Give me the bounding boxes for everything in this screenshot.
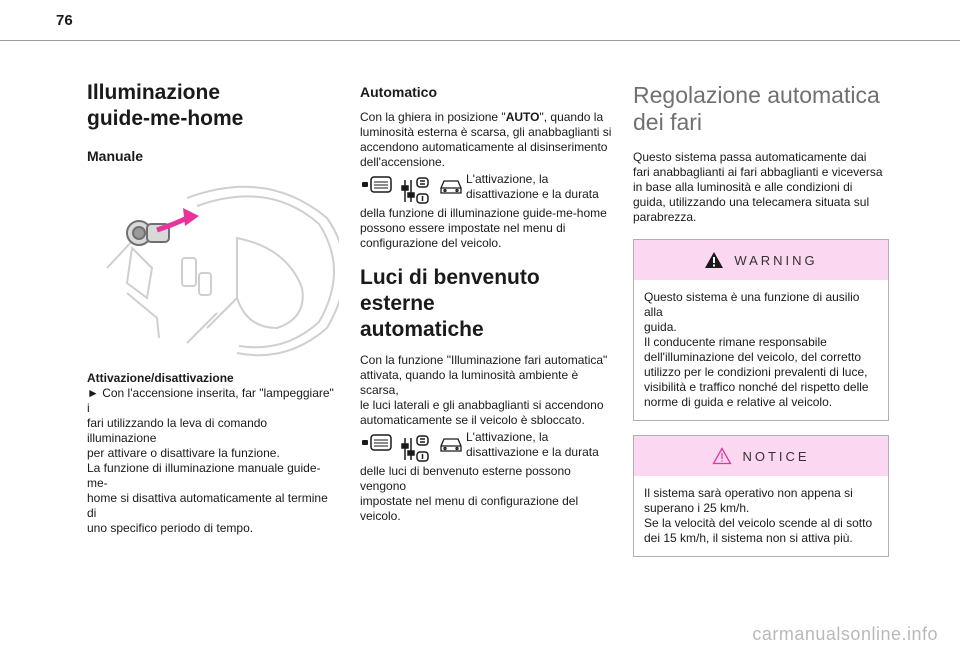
touchscreen-icon <box>360 176 392 194</box>
text-line: Questo sistema passa automaticamente dai <box>633 150 867 164</box>
icon-caption-1 <box>466 172 599 202</box>
text-line: guida. <box>644 320 677 334</box>
column-guide-me-home <box>87 80 339 536</box>
subtitle-automatic: Automatico <box>360 84 437 100</box>
text-line: Se la velocità del veicolo scende al di sotto <box>644 516 873 530</box>
title-line: Luci di benvenuto esterne <box>360 266 540 315</box>
subtitle-manual: Manuale <box>87 148 144 164</box>
welcome-lights-description <box>360 353 612 428</box>
title-line: Illuminazione <box>87 81 221 104</box>
column-automatic <box>360 84 612 524</box>
auto-keyword: AUTO <box>505 110 540 124</box>
text-line: per attivare o disattivare la funzione. <box>87 446 280 460</box>
car-icon <box>438 176 464 196</box>
text-line: le luci laterali e gli anabbaglianti si accendono <box>360 398 604 412</box>
title-line: dei fari <box>633 109 703 135</box>
text-line: home si disattiva automaticamente al termine di <box>87 491 328 520</box>
text-line: parabrezza. <box>633 210 697 224</box>
headlamp-description <box>633 150 889 225</box>
title-line: guide-me-home <box>87 107 244 130</box>
text-line: uno specifico periodo di tempo. <box>87 521 254 535</box>
title-line: Regolazione automatica <box>633 82 880 108</box>
site-watermark: carmanualsonline.info <box>752 624 938 644</box>
text-line: La funzione di illuminazione manuale guide-me- <box>87 461 321 490</box>
text-line: L'attivazione, la <box>466 430 549 444</box>
activation-heading: Attivazione/disattivazione <box>87 371 234 385</box>
header-divider <box>0 40 960 41</box>
warning-box <box>633 239 889 421</box>
text-line: Il sistema sarà operativo non appena si <box>644 486 853 500</box>
automatic-config-text <box>360 206 612 251</box>
text-line: disattivazione e la durata <box>466 187 599 201</box>
section-title-headlamp-adjustment <box>633 82 889 136</box>
warning-triangle-icon <box>704 251 724 269</box>
text-line: impostate nel menu di configurazione del <box>360 494 579 508</box>
automatic-intro <box>360 110 612 170</box>
section-title-guide-me-home <box>87 80 339 132</box>
notice-title: NOTICE <box>742 448 810 464</box>
text-line: automaticamente se il veicolo è sbloccato. <box>360 413 585 427</box>
text-line: disattivazione e la durata <box>466 445 599 459</box>
text-line: ► Con l'accensione inserita, far "lampeggiare" i <box>87 386 334 415</box>
page-number: 76 <box>56 12 73 29</box>
settings-icons <box>360 430 466 464</box>
text-line: Con la funzione "Illuminazione fari automatica" <box>360 353 608 367</box>
text-line: superano i 25 km/h. <box>644 501 750 515</box>
text-line: luminosità esterna è scarsa, gli anabbaglianti si <box>360 125 612 139</box>
settings-icons-row <box>360 430 612 464</box>
vehicle-settings-icon <box>400 176 430 206</box>
warning-header <box>634 240 888 280</box>
text-line: guida, utilizzando una telecamera situata sul <box>633 195 870 209</box>
car-icon <box>438 434 464 454</box>
notice-header <box>634 436 888 476</box>
text-line: attivata, quando la luminosità ambiente è scarsa, <box>360 368 579 397</box>
text-line: Questo sistema è una funzione di ausilio alla <box>644 290 860 319</box>
text-line: della funzione di illuminazione guide-me-home <box>360 206 607 220</box>
icon-caption-2 <box>466 430 599 460</box>
manual-description <box>87 386 339 536</box>
text-line: visibilità e traffico nonché del rispetto delle <box>644 380 869 394</box>
title-line: automatiche <box>360 318 484 341</box>
text-line: dei 15 km/h, il sistema non si attiva più. <box>644 531 853 545</box>
intro-suffix: ", quando la <box>539 110 604 124</box>
section-title-welcome-lights <box>360 265 612 343</box>
text-line: possono essere impostate nel menu di <box>360 221 566 235</box>
steering-wheel-illustration <box>87 178 339 358</box>
intro-first-line <box>360 110 612 125</box>
text-line: dell'accensione. <box>360 155 446 169</box>
text-line: norme di guida e relative al veicolo. <box>644 395 833 409</box>
intro-prefix: Con la ghiera in posizione " <box>360 110 506 124</box>
text-line: in base alla luminosità e alle condizioni di <box>633 180 853 194</box>
text-line: utilizzo per le condizioni prevalenti di luce, <box>644 365 868 379</box>
text-line: dell'illuminazione del veicolo, del corretto <box>644 350 862 364</box>
text-line: fari utilizzando la leva di comando illuminazione <box>87 416 268 445</box>
notice-box <box>633 435 889 557</box>
text-line: Il conducente rimane responsabile <box>644 335 827 349</box>
warning-body <box>634 280 888 420</box>
text-line: fari anabbaglianti ai fari abbaglianti e viceversa <box>633 165 883 179</box>
warning-text <box>644 290 878 410</box>
settings-icons-row <box>360 172 612 206</box>
warning-title: WARNING <box>734 252 818 268</box>
notice-text <box>644 486 878 546</box>
welcome-lights-config-text <box>360 464 612 524</box>
touchscreen-icon <box>360 434 392 452</box>
settings-icons <box>360 172 466 206</box>
text-line: accendono automaticamente al disinserimento <box>360 140 608 154</box>
notice-triangle-icon <box>712 447 732 465</box>
text-line: delle luci di benvenuto esterne possono vengono <box>360 464 571 493</box>
notice-body <box>634 476 888 556</box>
vehicle-settings-icon <box>400 434 430 464</box>
text-line: veicolo. <box>360 509 401 523</box>
column-automatic-headlamp-adjustment <box>633 82 889 557</box>
text-line: L'attivazione, la <box>466 172 549 186</box>
text-line: configurazione del veicolo. <box>360 236 502 250</box>
